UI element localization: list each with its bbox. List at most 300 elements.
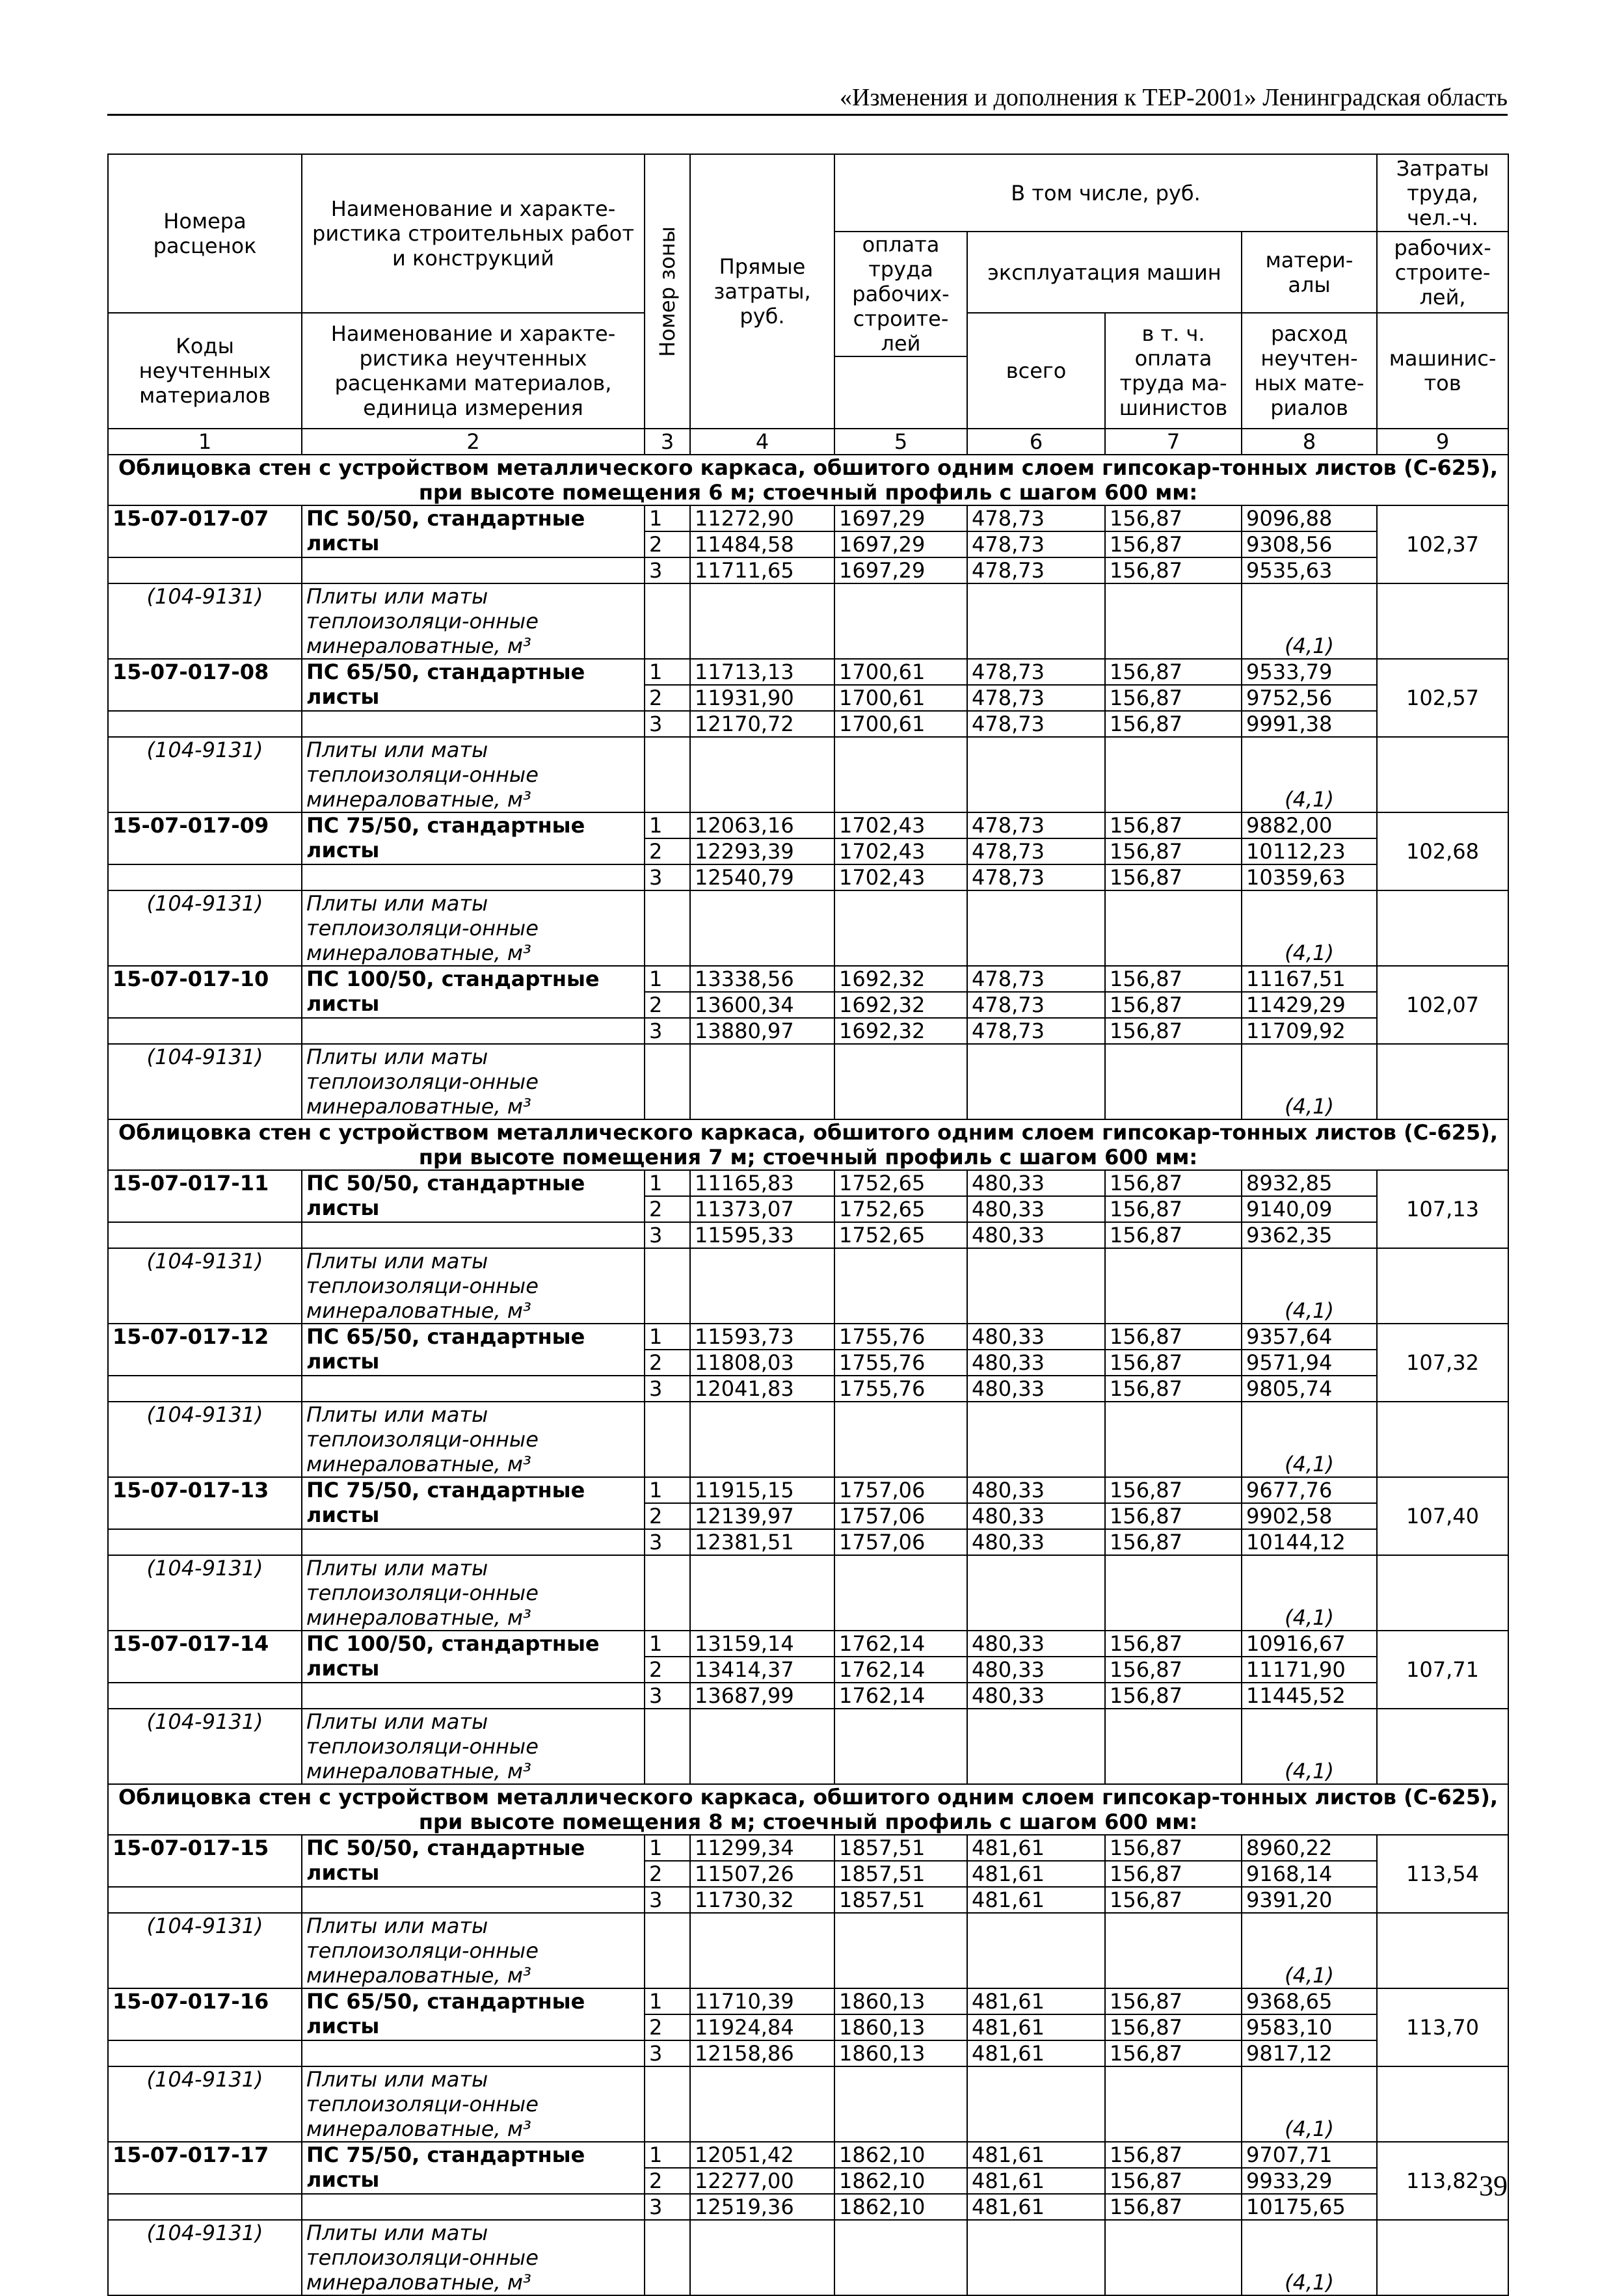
cost-value: 11272,90 xyxy=(690,505,834,531)
work-name-spacer xyxy=(302,864,645,890)
cost-value: 1702,43 xyxy=(834,838,967,864)
cost-value: 480,33 xyxy=(967,1222,1105,1248)
work-name-spacer xyxy=(302,1376,645,1402)
cost-value: 12293,39 xyxy=(690,838,834,864)
empty-cell xyxy=(1377,583,1508,659)
cost-value: 1755,76 xyxy=(834,1324,967,1350)
cost-value: 156,87 xyxy=(1105,1988,1242,2014)
rate-code: 15-07-017-11 xyxy=(108,1170,302,1222)
cost-value: 9882,00 xyxy=(1242,812,1377,838)
empty-cell xyxy=(1105,890,1242,966)
cost-value: 11171,90 xyxy=(1242,1657,1377,1683)
zone-number: 3 xyxy=(645,1683,690,1709)
table-row xyxy=(108,1018,1508,1044)
col-operator-wage: в т. ч. оплата труда ма-шинистов xyxy=(1105,313,1242,429)
work-name-spacer xyxy=(302,1222,645,1248)
labor-value: 102,57 xyxy=(1377,659,1508,737)
empty-cell xyxy=(834,890,967,966)
cost-value: 480,33 xyxy=(967,1529,1105,1555)
cost-value: 156,87 xyxy=(1105,2142,1242,2168)
cost-value: 481,61 xyxy=(967,1861,1105,1887)
material-row xyxy=(108,1402,1508,1477)
material-code: (104-9131) xyxy=(108,737,302,812)
empty-cell xyxy=(1377,1913,1508,1988)
cost-value: 9533,79 xyxy=(1242,659,1377,685)
cost-value: 1697,29 xyxy=(834,531,967,557)
table-row xyxy=(108,2040,1508,2066)
empty-cell xyxy=(690,737,834,812)
work-name-spacer xyxy=(302,1018,645,1044)
cost-value: 1700,61 xyxy=(834,685,967,711)
table-row xyxy=(108,711,1508,737)
rates-table xyxy=(107,154,1509,2296)
cost-value: 11593,73 xyxy=(690,1324,834,1350)
cost-value: 156,87 xyxy=(1105,1222,1242,1248)
cost-value: 13600,34 xyxy=(690,992,834,1018)
cost-value: 9357,64 xyxy=(1242,1324,1377,1350)
empty-cell xyxy=(690,2066,834,2142)
empty-cell xyxy=(834,1402,967,1477)
rate-code-spacer xyxy=(108,1683,302,1709)
rate-code-spacer xyxy=(108,711,302,737)
cost-value: 481,61 xyxy=(967,2194,1105,2220)
running-header: «Изменения и дополнения к ТЕР-2001» Ленинградская область xyxy=(840,84,1508,111)
empty-cell xyxy=(1105,1248,1242,1324)
section-heading: Облицовка стен с устройством металлического каркаса, обшитого одним слоем гипсокар-тонных листов (С-625), при высоте помещения 7 м; стоечный профиль с шагом 600 мм: xyxy=(108,1119,1508,1170)
rate-code-spacer xyxy=(108,1887,302,1913)
col-number: 7 xyxy=(1105,429,1242,455)
cost-value: 156,87 xyxy=(1105,1196,1242,1222)
cost-value: 1857,51 xyxy=(834,1861,967,1887)
empty-cell xyxy=(690,1248,834,1324)
material-row xyxy=(108,1044,1508,1119)
cost-value: 12051,42 xyxy=(690,2142,834,2168)
empty-cell xyxy=(690,1402,834,1477)
labor-value: 107,13 xyxy=(1377,1170,1508,1248)
material-quantity: (4,1) xyxy=(1242,1248,1377,1324)
empty-cell xyxy=(690,1044,834,1119)
table-row xyxy=(108,505,1508,531)
cost-value: 481,61 xyxy=(967,2142,1105,2168)
cost-value: 478,73 xyxy=(967,864,1105,890)
rate-code: 15-07-017-12 xyxy=(108,1324,302,1376)
cost-value: 1762,14 xyxy=(834,1657,967,1683)
work-name: ПС 65/50, стандартные листы xyxy=(302,1988,645,2040)
col-work-name: Наименование и характе-ристика строительных работ и конструкций xyxy=(302,154,645,313)
material-name: Плиты или маты теплоизоляци-онные минераловатные, м³ xyxy=(302,1248,645,1324)
cost-value: 156,87 xyxy=(1105,1657,1242,1683)
cost-value: 478,73 xyxy=(967,1018,1105,1044)
cost-value: 478,73 xyxy=(967,966,1105,992)
empty-cell xyxy=(1105,1044,1242,1119)
work-name-spacer xyxy=(302,711,645,737)
empty-cell xyxy=(1377,890,1508,966)
empty-cell xyxy=(967,1913,1105,1988)
cost-value: 156,87 xyxy=(1105,1350,1242,1376)
zone-number: 2 xyxy=(645,1657,690,1683)
col-direct-costs: Прямые затраты, руб. xyxy=(690,154,834,429)
material-name: Плиты или маты теплоизоляци-онные минераловатные, м³ xyxy=(302,2220,645,2295)
zone-number: 3 xyxy=(645,2194,690,2220)
cost-value: 9140,09 xyxy=(1242,1196,1377,1222)
cost-value: 156,87 xyxy=(1105,1477,1242,1503)
empty-cell xyxy=(834,1913,967,1988)
zone-number: 3 xyxy=(645,1887,690,1913)
cost-value: 1697,29 xyxy=(834,505,967,531)
material-name: Плиты или маты теплоизоляци-онные минераловатные, м³ xyxy=(302,1709,645,1784)
cost-value: 9096,88 xyxy=(1242,505,1377,531)
cost-value: 11445,52 xyxy=(1242,1683,1377,1709)
empty-cell xyxy=(690,1913,834,1988)
section-heading-row xyxy=(108,1784,1508,1835)
cost-value: 480,33 xyxy=(967,1350,1105,1376)
zone-number: 1 xyxy=(645,1324,690,1350)
cost-value: 156,87 xyxy=(1105,1503,1242,1529)
cost-value: 11915,15 xyxy=(690,1477,834,1503)
col-number: 6 xyxy=(967,429,1105,455)
col-materials: матери-алы xyxy=(1242,232,1377,313)
empty-cell xyxy=(1377,1555,1508,1631)
material-code: (104-9131) xyxy=(108,2066,302,2142)
cost-value: 11709,92 xyxy=(1242,1018,1377,1044)
cost-value: 12063,16 xyxy=(690,812,834,838)
cost-value: 1692,32 xyxy=(834,992,967,1018)
cost-value: 1752,65 xyxy=(834,1170,967,1196)
col-number: 2 xyxy=(302,429,645,455)
zone-number: 3 xyxy=(645,1018,690,1044)
empty-cell xyxy=(1105,1402,1242,1477)
cost-value: 481,61 xyxy=(967,2168,1105,2194)
rate-code: 15-07-017-16 xyxy=(108,1988,302,2040)
cost-value: 156,87 xyxy=(1105,812,1242,838)
table-row xyxy=(108,1631,1508,1657)
material-name: Плиты или маты теплоизоляци-онные минераловатные, м³ xyxy=(302,1044,645,1119)
cost-value: 9933,29 xyxy=(1242,2168,1377,2194)
cost-value: 10144,12 xyxy=(1242,1529,1377,1555)
zone-number: 1 xyxy=(645,1631,690,1657)
cost-value: 481,61 xyxy=(967,2014,1105,2040)
col-including: В том числе, руб. xyxy=(834,154,1377,232)
cost-value: 9902,58 xyxy=(1242,1503,1377,1529)
cost-value: 9168,14 xyxy=(1242,1861,1377,1887)
zone-number: 1 xyxy=(645,1477,690,1503)
cost-value: 156,87 xyxy=(1105,711,1242,737)
zone-number: 3 xyxy=(645,1222,690,1248)
rate-code-spacer xyxy=(108,1529,302,1555)
col-unacc-consumption: расход неучтен-ных мате-риалов xyxy=(1242,313,1377,429)
zone-number: 1 xyxy=(645,659,690,685)
zone-number: 3 xyxy=(645,2040,690,2066)
cost-value: 156,87 xyxy=(1105,659,1242,685)
cost-value: 156,87 xyxy=(1105,2194,1242,2220)
rate-code: 15-07-017-07 xyxy=(108,505,302,557)
zone-number: 1 xyxy=(645,505,690,531)
table-row xyxy=(108,1988,1508,2014)
cost-value: 12381,51 xyxy=(690,1529,834,1555)
col-zone xyxy=(645,154,690,429)
cost-value: 1692,32 xyxy=(834,966,967,992)
zone-number: 3 xyxy=(645,711,690,737)
material-row xyxy=(108,1248,1508,1324)
cost-value: 11165,83 xyxy=(690,1170,834,1196)
zone-number: 3 xyxy=(645,557,690,583)
table-row xyxy=(108,1529,1508,1555)
cost-value: 9535,63 xyxy=(1242,557,1377,583)
section-heading: Облицовка стен с устройством металлического каркаса, обшитого одним слоем гипсокар-тонных листов (С-625), при высоте помещения 8 м; стоечный профиль с шагом 600 мм: xyxy=(108,1784,1508,1835)
empty-cell xyxy=(1377,1248,1508,1324)
table-row xyxy=(108,1887,1508,1913)
cost-value: 12277,00 xyxy=(690,2168,834,2194)
cost-value: 480,33 xyxy=(967,1324,1105,1350)
empty-cell xyxy=(834,1555,967,1631)
cost-value: 156,87 xyxy=(1105,1861,1242,1887)
cost-value: 156,87 xyxy=(1105,1170,1242,1196)
material-row xyxy=(108,1555,1508,1631)
empty-cell xyxy=(1377,1709,1508,1784)
work-name: ПС 50/50, стандартные листы xyxy=(302,1170,645,1222)
table-row xyxy=(108,557,1508,583)
material-code: (104-9131) xyxy=(108,583,302,659)
cost-value: 1862,10 xyxy=(834,2168,967,2194)
cost-value: 1757,06 xyxy=(834,1529,967,1555)
cost-value: 156,87 xyxy=(1105,864,1242,890)
empty-cell xyxy=(645,1709,690,1784)
empty-cell xyxy=(645,1913,690,1988)
material-row xyxy=(108,1709,1508,1784)
labor-value: 113,82 xyxy=(1377,2142,1508,2220)
empty-cell xyxy=(967,583,1105,659)
cost-value: 11713,13 xyxy=(690,659,834,685)
table-row xyxy=(108,1222,1508,1248)
cost-value: 480,33 xyxy=(967,1631,1105,1657)
empty-cell xyxy=(1105,1555,1242,1631)
cost-value: 1862,10 xyxy=(834,2142,967,2168)
cost-value: 12170,72 xyxy=(690,711,834,737)
rate-code: 15-07-017-08 xyxy=(108,659,302,711)
cost-value: 478,73 xyxy=(967,685,1105,711)
cost-value: 12139,97 xyxy=(690,1503,834,1529)
table-row xyxy=(108,659,1508,685)
work-name-spacer xyxy=(302,2040,645,2066)
cost-value: 1757,06 xyxy=(834,1503,967,1529)
cost-value: 1857,51 xyxy=(834,1835,967,1861)
work-name: ПС 100/50, стандартные листы xyxy=(302,966,645,1018)
material-code: (104-9131) xyxy=(108,1555,302,1631)
empty-cell xyxy=(967,2066,1105,2142)
cost-value: 11808,03 xyxy=(690,1350,834,1376)
cost-value: 1762,14 xyxy=(834,1683,967,1709)
header-rule xyxy=(107,114,1508,116)
cost-value: 1700,61 xyxy=(834,659,967,685)
cost-value: 480,33 xyxy=(967,1376,1105,1402)
empty-cell xyxy=(834,2066,967,2142)
cost-value: 9583,10 xyxy=(1242,2014,1377,2040)
cost-value: 1702,43 xyxy=(834,864,967,890)
empty-cell xyxy=(645,1248,690,1324)
material-row xyxy=(108,2220,1508,2295)
empty-cell xyxy=(690,2220,834,2295)
cost-value: 1860,13 xyxy=(834,1988,967,2014)
cost-value: 1860,13 xyxy=(834,2014,967,2040)
material-row xyxy=(108,737,1508,812)
zone-number: 3 xyxy=(645,864,690,890)
empty-cell xyxy=(1105,2066,1242,2142)
col-total: всего xyxy=(967,313,1105,429)
col-labor-costs: Затраты труда, чел.-ч. xyxy=(1377,154,1508,232)
cost-value: 156,87 xyxy=(1105,1631,1242,1657)
work-name: ПС 75/50, стандартные листы xyxy=(302,812,645,864)
cost-value: 13880,97 xyxy=(690,1018,834,1044)
material-code: (104-9131) xyxy=(108,890,302,966)
cost-value: 156,87 xyxy=(1105,1887,1242,1913)
cost-value: 156,87 xyxy=(1105,531,1242,557)
cost-value: 478,73 xyxy=(967,659,1105,685)
cost-value: 11924,84 xyxy=(690,2014,834,2040)
column-numbers-row xyxy=(108,429,1508,455)
empty-cell xyxy=(645,890,690,966)
rate-code: 15-07-017-13 xyxy=(108,1477,302,1529)
empty-cell xyxy=(690,1709,834,1784)
labor-value: 102,68 xyxy=(1377,812,1508,890)
cost-value: 9805,74 xyxy=(1242,1376,1377,1402)
rate-code: 15-07-017-15 xyxy=(108,1835,302,1887)
material-code: (104-9131) xyxy=(108,1402,302,1477)
cost-value: 480,33 xyxy=(967,1683,1105,1709)
cost-value: 478,73 xyxy=(967,992,1105,1018)
empty-cell xyxy=(690,1555,834,1631)
table-row xyxy=(108,2142,1508,2168)
cost-value: 10359,63 xyxy=(1242,864,1377,890)
material-quantity: (4,1) xyxy=(1242,1402,1377,1477)
work-name: ПС 65/50, стандартные листы xyxy=(302,659,645,711)
empty-cell xyxy=(645,1402,690,1477)
material-row xyxy=(108,2066,1508,2142)
cost-value: 156,87 xyxy=(1105,1683,1242,1709)
cost-value: 9707,71 xyxy=(1242,2142,1377,2168)
material-name: Плиты или маты теплоизоляци-онные минераловатные, м³ xyxy=(302,1402,645,1477)
cost-value: 478,73 xyxy=(967,812,1105,838)
col-number: 8 xyxy=(1242,429,1377,455)
material-name: Плиты или маты теплоизоляци-онные минераловатные, м³ xyxy=(302,2066,645,2142)
empty-cell xyxy=(967,1555,1105,1631)
cost-value: 156,87 xyxy=(1105,2014,1242,2040)
cost-value: 9391,20 xyxy=(1242,1887,1377,1913)
cost-value: 9677,76 xyxy=(1242,1477,1377,1503)
cost-value: 481,61 xyxy=(967,1835,1105,1861)
cost-value: 1700,61 xyxy=(834,711,967,737)
col-machines: эксплуатация машин xyxy=(967,232,1242,313)
cost-value: 478,73 xyxy=(967,557,1105,583)
col-number: 1 xyxy=(108,429,302,455)
cost-value: 156,87 xyxy=(1105,1376,1242,1402)
cost-value: 11710,39 xyxy=(690,1988,834,2014)
table-row xyxy=(108,864,1508,890)
cost-value: 156,87 xyxy=(1105,838,1242,864)
zone-number: 3 xyxy=(645,1529,690,1555)
cost-value: 1752,65 xyxy=(834,1196,967,1222)
zone-number: 2 xyxy=(645,531,690,557)
material-name: Плиты или маты теплоизоляци-онные минераловатные, м³ xyxy=(302,1913,645,1988)
material-quantity: (4,1) xyxy=(1242,1709,1377,1784)
zone-number: 1 xyxy=(645,812,690,838)
cost-value: 11595,33 xyxy=(690,1222,834,1248)
material-name: Плиты или маты теплоизоляци-онные минераловатные, м³ xyxy=(302,737,645,812)
col-wage: оплата труда рабочих-строите-лей xyxy=(834,232,967,356)
rate-code-spacer xyxy=(108,1376,302,1402)
col-number: 5 xyxy=(834,429,967,455)
cost-value: 11299,34 xyxy=(690,1835,834,1861)
table-row xyxy=(108,812,1508,838)
cost-value: 11429,29 xyxy=(1242,992,1377,1018)
zone-number: 2 xyxy=(645,1861,690,1887)
cost-value: 9571,94 xyxy=(1242,1350,1377,1376)
cost-value: 11167,51 xyxy=(1242,966,1377,992)
rate-code: 15-07-017-10 xyxy=(108,966,302,1018)
cost-value: 1755,76 xyxy=(834,1376,967,1402)
col-operators: машинис-тов xyxy=(1377,313,1508,429)
empty-cell xyxy=(967,1248,1105,1324)
rate-code-spacer xyxy=(108,2194,302,2220)
col-number: 4 xyxy=(690,429,834,455)
empty-cell xyxy=(1377,737,1508,812)
labor-value: 102,07 xyxy=(1377,966,1508,1044)
labor-value: 107,40 xyxy=(1377,1477,1508,1555)
empty-cell xyxy=(834,1709,967,1784)
cost-value: 9308,56 xyxy=(1242,531,1377,557)
material-name: Плиты или маты теплоизоляци-онные минераловатные, м³ xyxy=(302,890,645,966)
empty-cell xyxy=(645,1044,690,1119)
empty-cell xyxy=(1377,1044,1508,1119)
cost-value: 1697,29 xyxy=(834,557,967,583)
empty-cell xyxy=(1377,2220,1508,2295)
table-row xyxy=(108,966,1508,992)
empty-cell xyxy=(645,737,690,812)
cost-value: 11931,90 xyxy=(690,685,834,711)
labor-value: 113,54 xyxy=(1377,1835,1508,1913)
zone-number: 2 xyxy=(645,838,690,864)
cost-value: 156,87 xyxy=(1105,1324,1242,1350)
material-code: (104-9131) xyxy=(108,2220,302,2295)
labor-value: 107,71 xyxy=(1377,1631,1508,1709)
cost-value: 13338,56 xyxy=(690,966,834,992)
empty-cell xyxy=(834,2220,967,2295)
rate-code-spacer xyxy=(108,1222,302,1248)
cost-value: 9362,35 xyxy=(1242,1222,1377,1248)
cost-value: 481,61 xyxy=(967,1988,1105,2014)
cost-value: 156,87 xyxy=(1105,2040,1242,2066)
cost-value: 478,73 xyxy=(967,838,1105,864)
section-heading-row xyxy=(108,455,1508,505)
rate-code: 15-07-017-09 xyxy=(108,812,302,864)
rate-code-spacer xyxy=(108,557,302,583)
empty-cell xyxy=(967,2220,1105,2295)
zone-number: 2 xyxy=(645,2168,690,2194)
cost-value: 481,61 xyxy=(967,1887,1105,1913)
material-row xyxy=(108,583,1508,659)
col-zone-label: Номер зоны xyxy=(655,226,680,357)
cost-value: 156,87 xyxy=(1105,685,1242,711)
cost-value: 12519,36 xyxy=(690,2194,834,2220)
material-quantity: (4,1) xyxy=(1242,1913,1377,1988)
table-row xyxy=(108,1170,1508,1196)
table-row xyxy=(108,1683,1508,1709)
zone-number: 2 xyxy=(645,685,690,711)
cost-value: 156,87 xyxy=(1105,557,1242,583)
cost-value: 8932,85 xyxy=(1242,1170,1377,1196)
cost-value: 10916,67 xyxy=(1242,1631,1377,1657)
work-name: ПС 50/50, стандартные листы xyxy=(302,1835,645,1887)
cost-value: 1752,65 xyxy=(834,1222,967,1248)
